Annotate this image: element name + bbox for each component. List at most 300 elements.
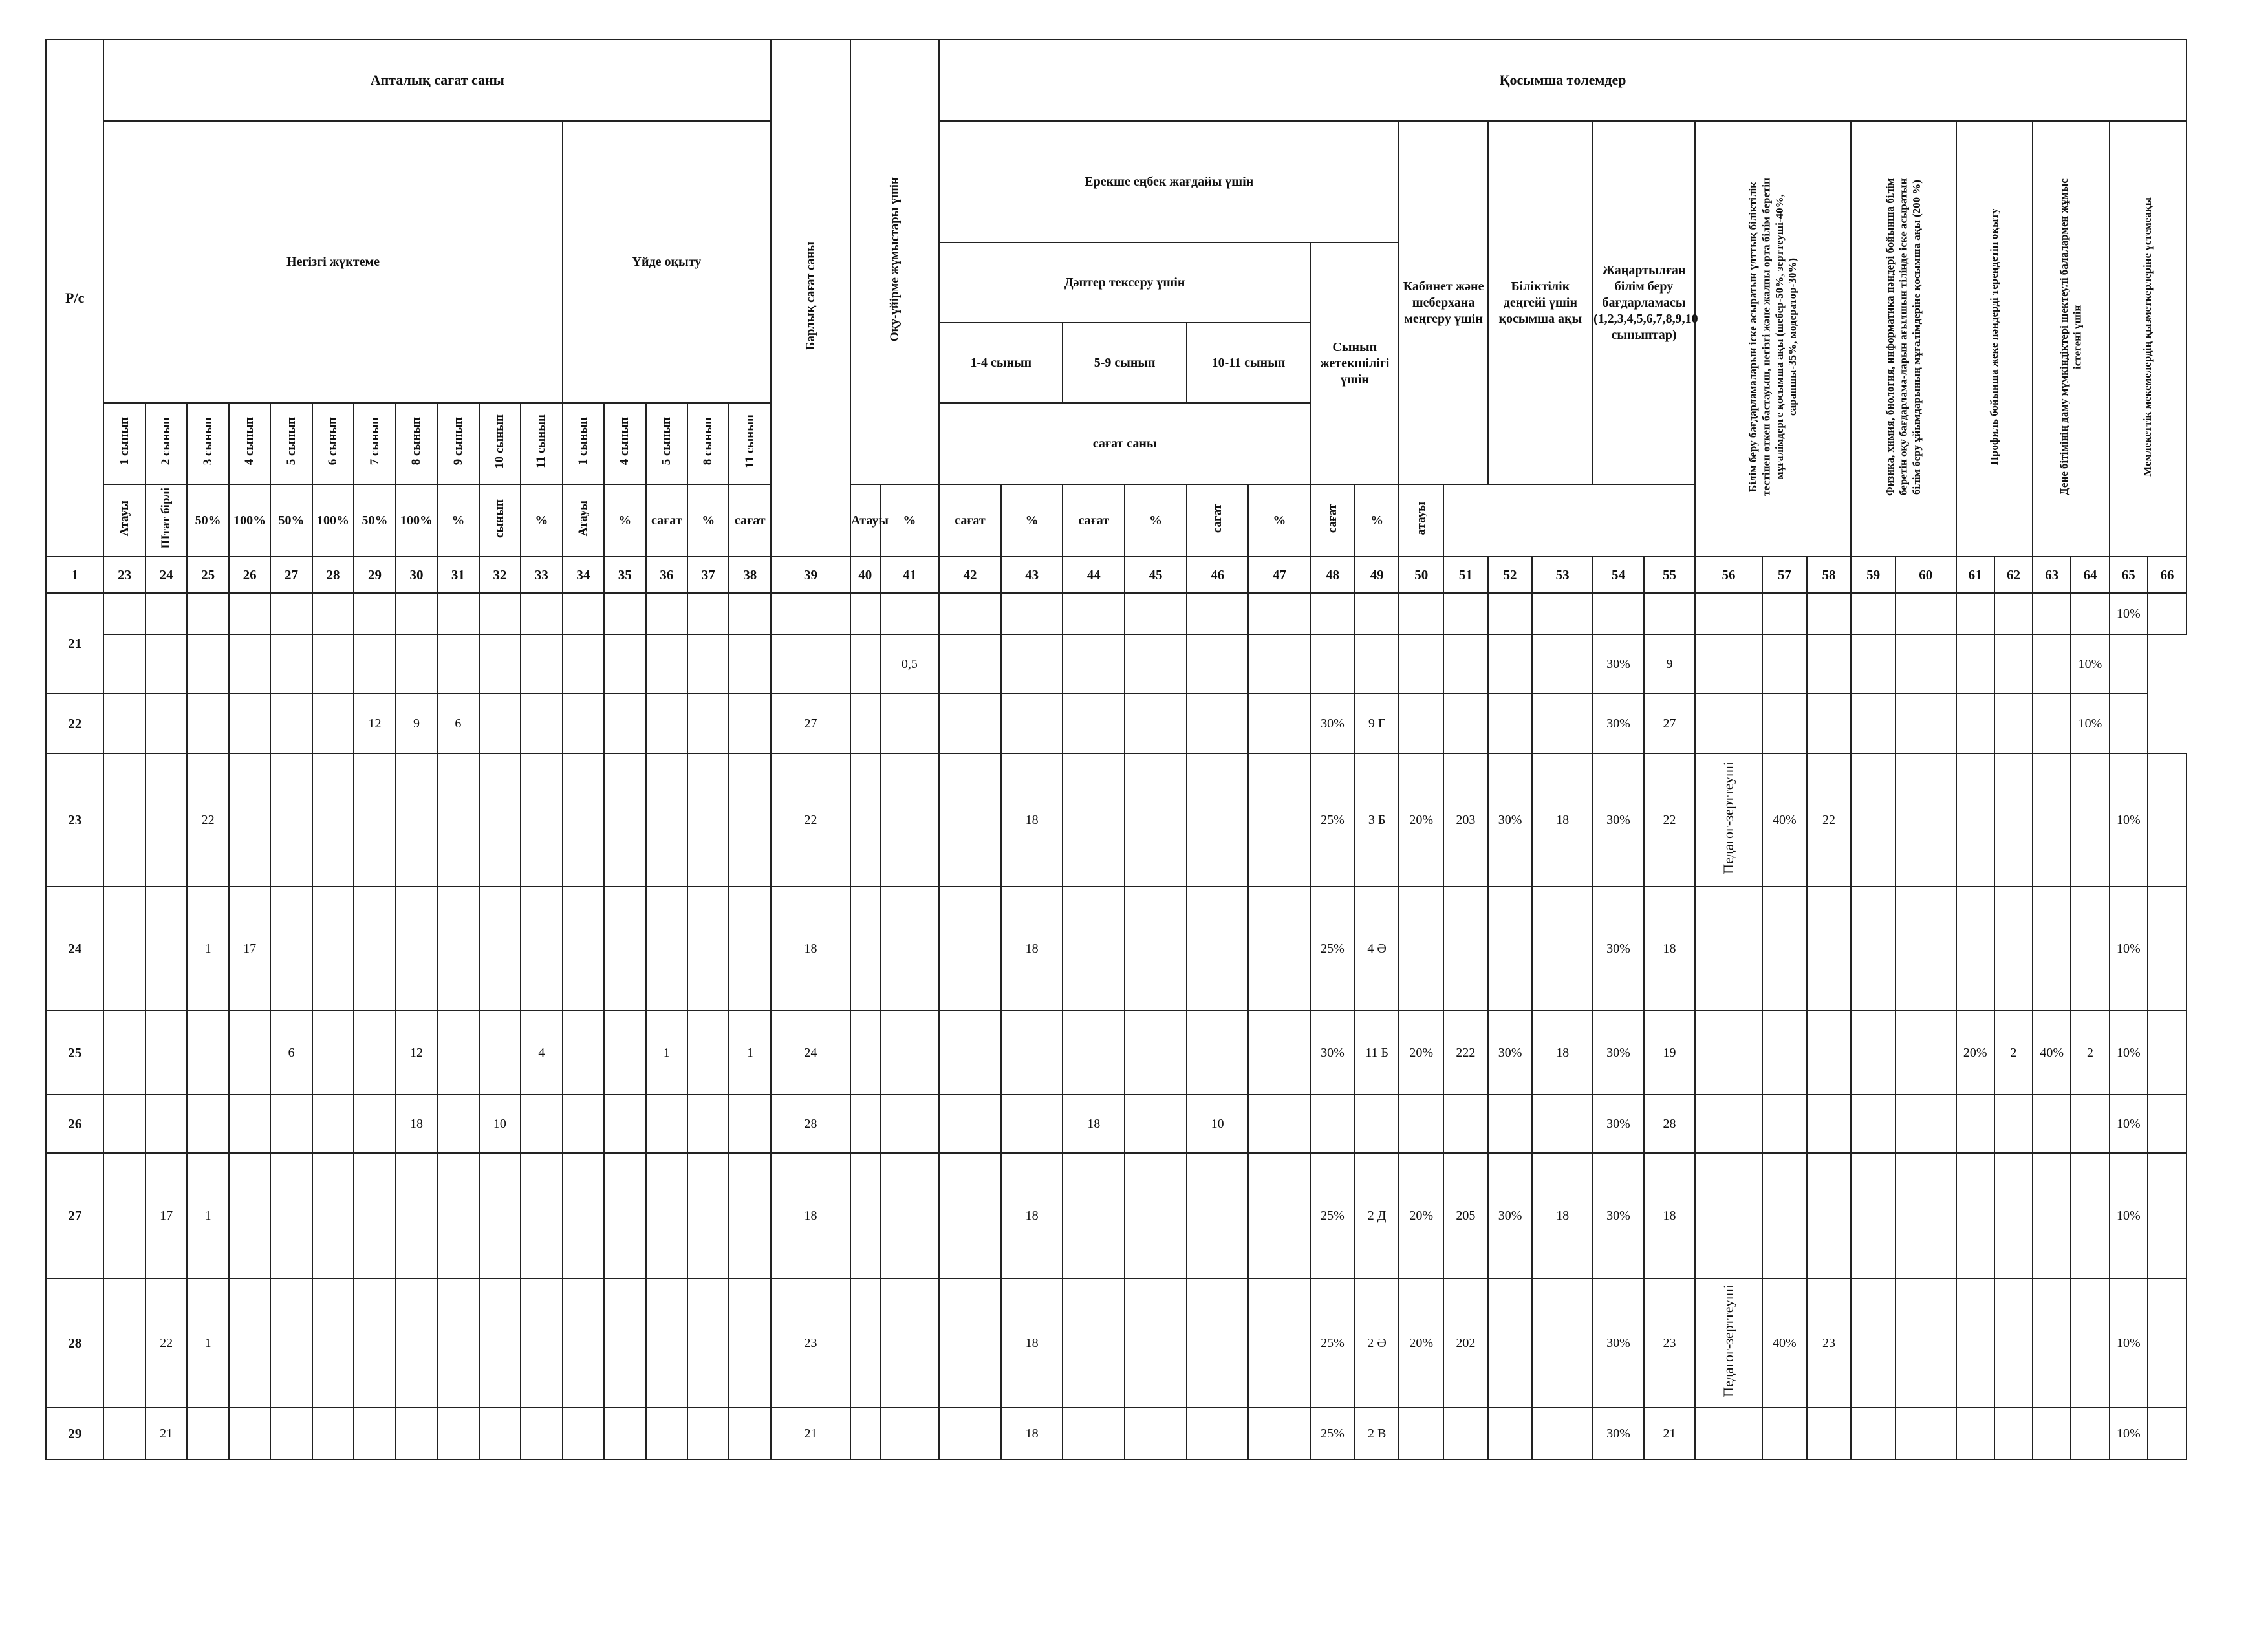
qualification-category-cell: Педагог-зерттеуші xyxy=(1695,753,1762,887)
table-cell: 18 xyxy=(1001,1153,1063,1278)
state-allowance-header: Мемлекеттік мекемелердің қызметкерлеріне үстемеақы xyxy=(2110,121,2187,557)
table-cell: 18 xyxy=(1532,1011,1593,1095)
table-cell xyxy=(229,1408,270,1459)
table-cell xyxy=(1488,1408,1533,1459)
table-cell: 1 xyxy=(729,1011,771,1095)
table-cell xyxy=(2071,753,2109,887)
table-cell xyxy=(1807,1408,1852,1459)
table-cell xyxy=(563,1011,604,1095)
table-cell xyxy=(521,1095,562,1153)
table-cell xyxy=(146,634,187,694)
column-number-44: 44 xyxy=(1063,557,1125,593)
profile-header: Профиль бойынша жеке пәндерді тереңдетіп оқыту xyxy=(1956,121,2033,557)
table-cell xyxy=(270,887,312,1011)
column-number-23: 23 xyxy=(103,557,145,593)
table-row xyxy=(46,1408,2187,1459)
table-cell xyxy=(312,634,354,694)
table-cell xyxy=(1248,1408,1310,1459)
table-cell xyxy=(1807,1153,1852,1278)
table-cell xyxy=(437,593,479,634)
table-cell: 23 xyxy=(771,1278,850,1408)
table-cell xyxy=(103,593,145,634)
table-cell xyxy=(1399,694,1443,753)
table-cell: 10% xyxy=(2110,593,2148,634)
table-cell xyxy=(1895,1408,1956,1459)
table-cell xyxy=(1488,634,1533,694)
table-cell xyxy=(687,593,729,634)
column-number-66: 66 xyxy=(2148,557,2187,593)
table-cell xyxy=(1063,1011,1125,1095)
table-cell xyxy=(687,1011,729,1095)
table-cell: 1 xyxy=(187,887,228,1011)
table-cell xyxy=(604,593,645,634)
table-cell xyxy=(1956,887,1994,1011)
table-cell xyxy=(2071,887,2109,1011)
column-number-60: 60 xyxy=(1895,557,1956,593)
table-cell xyxy=(1807,887,1852,1011)
sn-sagat: сағат xyxy=(1310,484,1355,557)
sci-pct: % xyxy=(1001,484,1063,557)
table-cell xyxy=(687,694,729,753)
table-cell xyxy=(1807,1095,1852,1153)
table-cell xyxy=(1994,1153,2033,1278)
circle-atauy: Атауы xyxy=(103,484,145,557)
table-cell xyxy=(1695,1153,1762,1278)
circle-shtat: Штат бірлі xyxy=(146,484,187,557)
table-cell xyxy=(850,634,880,694)
table-cell: 18 xyxy=(1532,1153,1593,1278)
column-number-59: 59 xyxy=(1851,557,1895,593)
table-cell xyxy=(270,1278,312,1408)
table-cell: 22 xyxy=(771,753,850,887)
table-cell xyxy=(1956,1408,1994,1459)
column-number-33: 33 xyxy=(521,557,562,593)
table-cell xyxy=(103,1011,145,1095)
table-cell: 25% xyxy=(1310,1408,1355,1459)
table-cell: 22 xyxy=(146,1278,187,1408)
table-cell xyxy=(1994,694,2033,753)
table-cell xyxy=(2110,634,2148,694)
table-cell xyxy=(646,1408,687,1459)
table-cell xyxy=(850,753,880,887)
table-cell xyxy=(939,887,1001,1011)
table-cell xyxy=(1851,694,1895,753)
table-cell xyxy=(939,753,1001,887)
table-cell: 28 xyxy=(771,1095,850,1153)
table-cell: 10 xyxy=(1187,1095,1249,1153)
table-cell: 25% xyxy=(1310,1153,1355,1278)
table-cell xyxy=(1895,1278,1956,1408)
table-cell xyxy=(646,593,687,634)
table-cell: 3 Б xyxy=(1355,753,1399,887)
table-cell xyxy=(604,694,645,753)
cab-pct: % xyxy=(521,484,562,557)
table-row xyxy=(46,694,2187,753)
table-cell xyxy=(1355,634,1399,694)
grades-10-11-header: 10-11 сынып xyxy=(1187,323,1310,403)
table-cell xyxy=(312,1408,354,1459)
table-cell xyxy=(604,634,645,694)
column-number-27: 27 xyxy=(270,557,312,593)
table-row xyxy=(46,634,2187,694)
table-cell xyxy=(1851,634,1895,694)
table-cell xyxy=(1248,753,1310,887)
row-number: 23 xyxy=(46,753,103,887)
table-cell: 30% xyxy=(1310,694,1355,753)
column-number-43: 43 xyxy=(1001,557,1063,593)
table-cell xyxy=(1956,1095,1994,1153)
table-cell: 9 xyxy=(396,694,437,753)
cab-atauy: Атауы xyxy=(563,484,604,557)
table-cell xyxy=(187,1011,228,1095)
column-number-40: 40 xyxy=(850,557,880,593)
table-cell xyxy=(1125,753,1187,887)
table-cell: 30% xyxy=(1593,1153,1644,1278)
table-cell: 2 xyxy=(1994,1011,2033,1095)
table-cell xyxy=(1125,1278,1187,1408)
table-cell: 10% xyxy=(2110,1095,2148,1153)
table-cell xyxy=(187,593,228,634)
table-cell xyxy=(1187,1153,1249,1278)
column-number-58: 58 xyxy=(1807,557,1852,593)
table-cell: 2 Д xyxy=(1355,1153,1399,1278)
table-cell xyxy=(103,1408,145,1459)
table-cell: 10% xyxy=(2110,887,2148,1011)
table-cell xyxy=(1399,634,1443,694)
table-cell xyxy=(1187,887,1249,1011)
table-cell xyxy=(604,1153,645,1278)
column-number-42: 42 xyxy=(939,557,1001,593)
table-cell xyxy=(2033,1153,2071,1278)
table-cell xyxy=(850,887,880,1011)
table-cell xyxy=(187,694,228,753)
table-cell xyxy=(1488,694,1533,753)
table-cell xyxy=(1956,753,1994,887)
table-cell: 205 xyxy=(1443,1153,1488,1278)
table-cell: 40% xyxy=(2033,1011,2071,1095)
table-cell xyxy=(880,1095,940,1153)
column-number-32: 32 xyxy=(479,557,521,593)
prof-pct: % xyxy=(1125,484,1187,557)
table-cell xyxy=(1895,753,1956,887)
table-cell xyxy=(270,634,312,694)
table-cell xyxy=(850,1153,880,1278)
table-cell xyxy=(146,593,187,634)
table-cell: 2 В xyxy=(1355,1408,1399,1459)
table-cell xyxy=(1125,593,1187,634)
table-cell xyxy=(1895,1153,1956,1278)
table-cell xyxy=(1443,694,1488,753)
column-number-35: 35 xyxy=(604,557,645,593)
table-cell xyxy=(146,1011,187,1095)
main-load-header: Негізгі жүктеме xyxy=(103,121,562,403)
table-cell xyxy=(687,1408,729,1459)
table-cell xyxy=(850,1278,880,1408)
table-cell: 30% xyxy=(1488,1011,1533,1095)
table-cell xyxy=(729,1095,771,1153)
table-cell xyxy=(187,634,228,694)
column-number-52: 52 xyxy=(1488,557,1533,593)
table-cell: 203 xyxy=(1443,753,1488,887)
home-col-4: 4 сынып xyxy=(604,403,645,484)
table-row xyxy=(46,1278,2187,1408)
sn-pct: % xyxy=(1248,484,1310,557)
column-number-57: 57 xyxy=(1762,557,1807,593)
table-cell xyxy=(103,753,145,887)
table-cell xyxy=(2033,1278,2071,1408)
table-cell xyxy=(146,887,187,1011)
table-cell xyxy=(2148,1153,2187,1278)
column-number-54: 54 xyxy=(1593,557,1644,593)
grade-col-5: 5 сынып xyxy=(270,403,312,484)
table-cell xyxy=(563,694,604,753)
table-cell xyxy=(1956,634,1994,694)
table-cell: 18 xyxy=(1532,753,1593,887)
table-cell xyxy=(312,694,354,753)
table-cell xyxy=(880,1011,940,1095)
table-row xyxy=(46,1011,2187,1095)
table-cell xyxy=(563,1278,604,1408)
column-number-63: 63 xyxy=(2033,557,2071,593)
table-cell: 25% xyxy=(1310,1278,1355,1408)
table-cell xyxy=(2071,1408,2109,1459)
table-cell xyxy=(312,1011,354,1095)
table-cell xyxy=(646,1153,687,1278)
table-cell xyxy=(604,887,645,1011)
table-row xyxy=(46,1095,2187,1153)
table-cell: 30% xyxy=(1593,887,1644,1011)
column-number-53: 53 xyxy=(1532,557,1593,593)
column-number-36: 36 xyxy=(646,557,687,593)
qualification-header: Біліктілік деңгейі үшін қосымша ақы xyxy=(1488,121,1593,484)
table-cell xyxy=(1125,634,1187,694)
table-cell xyxy=(1532,1095,1593,1153)
table-cell xyxy=(604,753,645,887)
table-cell: 18 xyxy=(1063,1095,1125,1153)
table-cell xyxy=(1895,1095,1956,1153)
table-cell xyxy=(939,1011,1001,1095)
nb-5-9-100: 100% xyxy=(312,484,354,557)
table-cell: 23 xyxy=(1644,1278,1695,1408)
table-cell xyxy=(1695,634,1762,694)
table-cell xyxy=(437,1011,479,1095)
nb-1-4-100: 100% xyxy=(229,484,270,557)
table-cell xyxy=(880,1278,940,1408)
table-cell: 40% xyxy=(1762,753,1807,887)
table-cell xyxy=(146,694,187,753)
table-cell xyxy=(1695,1408,1762,1459)
table-cell: 18 xyxy=(1001,887,1063,1011)
table-cell xyxy=(1001,1095,1063,1153)
table-cell: 22 xyxy=(187,753,228,887)
table-cell: 10% xyxy=(2110,753,2148,887)
table-cell xyxy=(850,593,880,634)
table-cell xyxy=(1895,593,1956,634)
table-cell xyxy=(312,1153,354,1278)
table-cell xyxy=(437,887,479,1011)
table-cell: 2 Ә xyxy=(1355,1278,1399,1408)
table-cell xyxy=(1762,1408,1807,1459)
table-cell xyxy=(1399,593,1443,634)
weekly-hours-header: Апталық сағат саны xyxy=(103,39,771,121)
tariff-table xyxy=(45,39,2187,1460)
prog-pct: % xyxy=(880,484,940,557)
table-row xyxy=(46,887,2187,1011)
column-number-46: 46 xyxy=(1187,557,1249,593)
table-cell xyxy=(646,1095,687,1153)
table-cell xyxy=(1851,1095,1895,1153)
table-cell xyxy=(521,1408,562,1459)
table-cell xyxy=(1807,634,1852,694)
table-cell: 6 xyxy=(437,694,479,753)
column-number-28: 28 xyxy=(312,557,354,593)
table-cell xyxy=(729,1153,771,1278)
table-cell xyxy=(939,1095,1001,1153)
table-cell xyxy=(103,887,145,1011)
table-cell xyxy=(880,753,940,887)
table-cell xyxy=(1187,1011,1249,1095)
table-cell xyxy=(1488,1278,1533,1408)
table-cell: 20% xyxy=(1399,753,1443,887)
table-cell: 10% xyxy=(2071,634,2109,694)
column-number-38: 38 xyxy=(729,557,771,593)
table-cell xyxy=(1001,634,1063,694)
table-cell xyxy=(1399,1095,1443,1153)
table-cell: 28 xyxy=(1644,1095,1695,1153)
upd-pct: % xyxy=(687,484,729,557)
table-cell xyxy=(729,1408,771,1459)
table-cell xyxy=(880,1408,940,1459)
table-cell xyxy=(1994,753,2033,887)
table-row xyxy=(46,753,2187,887)
table-cell xyxy=(687,634,729,694)
table-cell xyxy=(1399,1408,1443,1459)
table-cell: 12 xyxy=(396,1011,437,1095)
table-cell xyxy=(229,593,270,634)
table-cell xyxy=(1001,694,1063,753)
table-cell xyxy=(1248,1011,1310,1095)
home-col-11: 11 сынып xyxy=(729,403,771,484)
table-cell: 18 xyxy=(771,887,850,1011)
table-cell xyxy=(187,1095,228,1153)
table-cell: 30% xyxy=(1310,1011,1355,1095)
column-number-62: 62 xyxy=(1994,557,2033,593)
table-cell: 18 xyxy=(1001,753,1063,887)
table-cell xyxy=(1355,1095,1399,1153)
science-english-header: Физика, химия, биология, информатика пәндері бойынша білім беретін оқу бағдарлама-ларын ағылшын тілінде іске асыратын білім беру ұйымдарының мұғалімдеріне қосымша ақы (200 %) xyxy=(1851,121,1956,557)
table-cell xyxy=(1895,634,1956,694)
grade-col-11: 11 сынып xyxy=(521,403,562,484)
table-cell xyxy=(437,1278,479,1408)
column-number-31: 31 xyxy=(437,557,479,593)
table-cell xyxy=(1695,1011,1762,1095)
table-cell xyxy=(396,1153,437,1278)
table-cell: 22 xyxy=(1807,753,1852,887)
table-cell xyxy=(771,593,850,634)
table-cell: 20% xyxy=(1399,1011,1443,1095)
table-cell xyxy=(229,1095,270,1153)
table-cell xyxy=(146,1095,187,1153)
table-cell xyxy=(354,1278,395,1408)
table-cell xyxy=(1355,593,1399,634)
table-cell xyxy=(939,1153,1001,1278)
table-cell xyxy=(479,634,521,694)
table-cell xyxy=(771,634,850,694)
cabinet-header: Кабинет және шеберхана меңгеру үшін xyxy=(1399,121,1487,484)
program-impl-header: Білім беру бағдарламаларын іске асыратын ұлттық біліктілік тестінен өткен бастауыш, негізгі және жалпы орта білім беретін мұғалімдерге қосымша ақы (шебер-50%, зерттеуші-40%, сарапшы-35%, модератор-30%) xyxy=(1695,121,1851,557)
table-cell xyxy=(521,1278,562,1408)
table-cell: 18 xyxy=(1644,1153,1695,1278)
column-number-39: 39 xyxy=(771,557,850,593)
table-cell xyxy=(354,593,395,634)
table-cell xyxy=(1125,694,1187,753)
table-cell xyxy=(1187,1408,1249,1459)
table-cell xyxy=(1001,1011,1063,1095)
table-cell xyxy=(354,1095,395,1153)
table-cell xyxy=(521,887,562,1011)
table-cell xyxy=(1994,1408,2033,1459)
grades-1-4-header: 1-4 сынып xyxy=(939,323,1063,403)
table-cell xyxy=(687,753,729,887)
column-number-50: 50 xyxy=(1399,557,1443,593)
table-cell xyxy=(2033,1095,2071,1153)
table-cell xyxy=(1248,887,1310,1011)
table-cell xyxy=(1807,593,1852,634)
table-cell xyxy=(1532,1278,1593,1408)
table-cell xyxy=(646,887,687,1011)
table-cell: 10% xyxy=(2110,1153,2148,1278)
table-cell xyxy=(1994,1095,2033,1153)
table-cell xyxy=(1063,634,1125,694)
table-cell: 18 xyxy=(1644,887,1695,1011)
class-management-header: Сынып жетекшілігі үшін xyxy=(1310,242,1399,484)
table-cell xyxy=(1125,1153,1187,1278)
table-cell: 6 xyxy=(270,1011,312,1095)
table-cell xyxy=(729,694,771,753)
table-cell: 22 xyxy=(1644,753,1695,887)
table-cell xyxy=(1994,1278,2033,1408)
extra-payments-header: Қосымша төлемдер xyxy=(939,39,2187,121)
table-cell xyxy=(1851,753,1895,887)
table-cell xyxy=(1532,1408,1593,1459)
table-cell xyxy=(1443,634,1488,694)
table-cell xyxy=(1532,593,1593,634)
table-cell xyxy=(521,634,562,694)
table-cell xyxy=(1125,1408,1187,1459)
table-cell: 12 xyxy=(354,694,395,753)
row-number: 22 xyxy=(46,694,103,753)
column-number-30: 30 xyxy=(396,557,437,593)
table-cell: 10% xyxy=(2110,1011,2148,1095)
table-cell xyxy=(1125,1011,1187,1095)
column-number-56: 56 xyxy=(1695,557,1762,593)
sci-sagat: сағат xyxy=(1063,484,1125,557)
table-cell xyxy=(729,1278,771,1408)
table-cell xyxy=(604,1278,645,1408)
grade-col-6: 6 сынып xyxy=(312,403,354,484)
table-cell xyxy=(103,694,145,753)
table-cell xyxy=(939,694,1001,753)
table-cell: 10% xyxy=(2110,1278,2148,1408)
row-number: 28 xyxy=(46,1278,103,1408)
table-cell xyxy=(1187,593,1249,634)
column-number-49: 49 xyxy=(1355,557,1399,593)
table-cell xyxy=(396,1278,437,1408)
table-cell xyxy=(229,634,270,694)
table-cell xyxy=(354,1408,395,1459)
table-cell xyxy=(396,1408,437,1459)
table-cell xyxy=(1851,1153,1895,1278)
